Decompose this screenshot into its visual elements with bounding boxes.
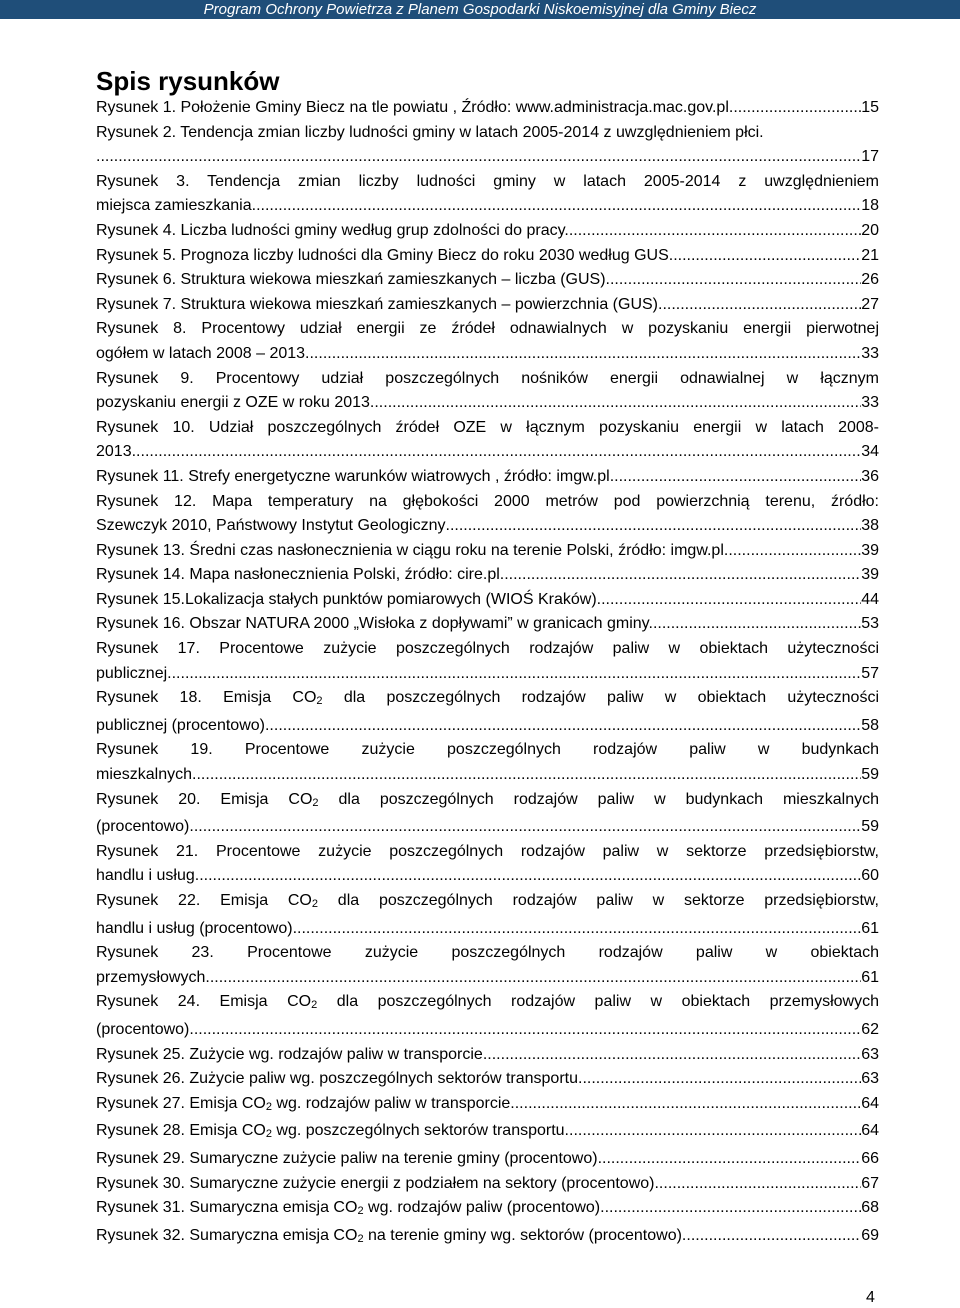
toc-entry-2[interactable]: Rysunek 2. Tendencja zmian liczby ludności gminy w latach 2005-2014 z uwzględnieniem płci. ..... 17 [96,121,879,170]
toc-entry-6[interactable]: Rysunek 6. Struktura wiekowa mieszkań zamieszkanych – liczba (GUS). ..... 26 [96,268,879,293]
toc-entry-29[interactable]: Rysunek 29. Sumaryczne zużycie paliw na terenie gminy (procentowo). ..... 66 [96,1147,879,1172]
running-header: Program Ochrony Powietrza z Planem Gospodarki Niskoemisyjnej dla Gminy Biecz [0,0,960,19]
toc-entry-24[interactable]: Rysunek 24. Emisja CO2 dla poszczególnych rodzajów paliw w obiektach przemysłowych (procentowo) ..... 62 [96,990,879,1042]
toc-entry-18[interactable]: Rysunek 18. Emisja CO2 dla poszczególnych rodzajów paliw w obiektach użyteczności publicznej (procentowo). ..... 58 [96,686,879,738]
toc-entry-31[interactable]: Rysunek 31. Sumaryczna emisja CO2 wg. rodzajów paliw (procentowo). ..... 68 [96,1196,879,1224]
toc-entry-15[interactable]: Rysunek 15.Lokalizacja stałych punktów pomiarowych (WIOŚ Kraków). ..... 44 [96,588,879,613]
toc-entry-7[interactable]: Rysunek 7. Struktura wiekowa mieszkań zamieszkanych – powierzchnia (GUS). ..... 27 [96,293,879,318]
toc-entry-22[interactable]: Rysunek 22. Emisja CO2 dla poszczególnych rodzajów paliw w sektorze przedsiębiorstw, handlu i usług (procentowo). ..... 61 [96,889,879,941]
toc-entry-27[interactable]: Rysunek 27. Emisja CO2 wg. rodzajów paliw w transporcie. ..... 64 [96,1092,879,1120]
toc-entry-19[interactable]: Rysunek 19. Procentowe zużycie poszczególnych rodzajów paliw w budynkach mieszkalnych. ..... 59 [96,738,879,787]
page-number: 4 [866,1289,875,1306]
toc-entry-21[interactable]: Rysunek 21. Procentowe zużycie poszczególnych rodzajów paliw w sektorze przedsiębiorstw, handlu i usług. ..... 60 [96,840,879,889]
figure-list [96,96,879,1251]
toc-entry-25[interactable]: Rysunek 25. Zużycie wg. rodzajów paliw w transporcie. ..... 63 [96,1043,879,1068]
toc-entry-9[interactable]: Rysunek 9. Procentowy udział poszczególnych nośników energii odnawialnej w łącznym pozyskaniu energii z OZE w roku 2013. ..... 33 [96,367,879,416]
toc-entry-5[interactable]: Rysunek 5. Prognoza liczby ludności dla Gminy Biecz do roku 2030 według GUS. ..... 21 [96,244,879,269]
toc-entry-28[interactable]: Rysunek 28. Emisja CO2 wg. poszczególnych sektorów transportu. ..... 64 [96,1119,879,1147]
page-title: Spis rysunków [96,66,280,96]
toc-entry-10[interactable]: Rysunek 10. Udział poszczególnych źródeł OZE w łącznym pozyskaniu energii w latach 2008- 2013. ..... 34 [96,416,879,465]
toc-entry-14[interactable]: Rysunek 14. Mapa nasłonecznienia Polski, źródło: cire.pl ..... 39 [96,563,879,588]
toc-entry-32[interactable]: Rysunek 32. Sumaryczna emisja CO2 na terenie gminy wg. sektorów (procentowo). ..... 69 [96,1224,879,1252]
toc-entry-13[interactable]: Rysunek 13. Średni czas nasłonecznienia w ciągu roku na terenie Polski, źródło: imgw.pl ..... 39 [96,539,879,564]
toc-entry-20[interactable]: Rysunek 20. Emisja CO2 dla poszczególnych rodzajów paliw w budynkach mieszkalnych (procentowo) ..... 59 [96,788,879,840]
toc-entry-4[interactable]: Rysunek 4. Liczba ludności gminy według grup zdolności do pracy. ..... 20 [96,219,879,244]
toc-entry-26[interactable]: Rysunek 26. Zużycie paliw wg. poszczególnych sektorów transportu. ..... 63 [96,1067,879,1092]
toc-entry-3[interactable]: Rysunek 3. Tendencja zmian liczby ludności gminy w latach 2005-2014 z uwzględnieniem miejsca zamieszkania. ..... 18 [96,170,879,219]
toc-entry-17[interactable]: Rysunek 17. Procentowe zużycie poszczególnych rodzajów paliw w obiektach użyteczności publicznej. ..... 57 [96,637,879,686]
toc-entry-16[interactable]: Rysunek 16. Obszar NATURA 2000 „Wisłoka z dopływami” w granicach gminy. ..... 53 [96,612,879,637]
toc-entry-23[interactable]: Rysunek 23. Procentowe zużycie poszczególnych rodzajów paliw w obiektach przemysłowych. ..... 61 [96,941,879,990]
toc-entry-8[interactable]: Rysunek 8. Procentowy udział energii ze źródeł odnawialnych w pozyskaniu energii pierwotnej ogółem w latach 2008 – 2013. ..... 33 [96,317,879,366]
toc-entry-30[interactable]: Rysunek 30. Sumaryczne zużycie energii z podziałem na sektory (procentowo) ..... 67 [96,1172,879,1197]
toc-entry-11[interactable]: Rysunek 11. Strefy energetyczne warunków wiatrowych , źródło: imgw.pl ..... 36 [96,465,879,490]
toc-entry-1[interactable]: Rysunek 1. Położenie Gminy Biecz na tle powiatu , Źródło: www.administracja.mac.gov.pl ..... 15 [96,96,879,121]
toc-entry-12[interactable]: Rysunek 12. Mapa temperatury na głębokości 2000 metrów pod powierzchnią terenu, źródło: Szewczyk 2010, Państwowy Instytut Geologiczny ..... 38 [96,490,879,539]
